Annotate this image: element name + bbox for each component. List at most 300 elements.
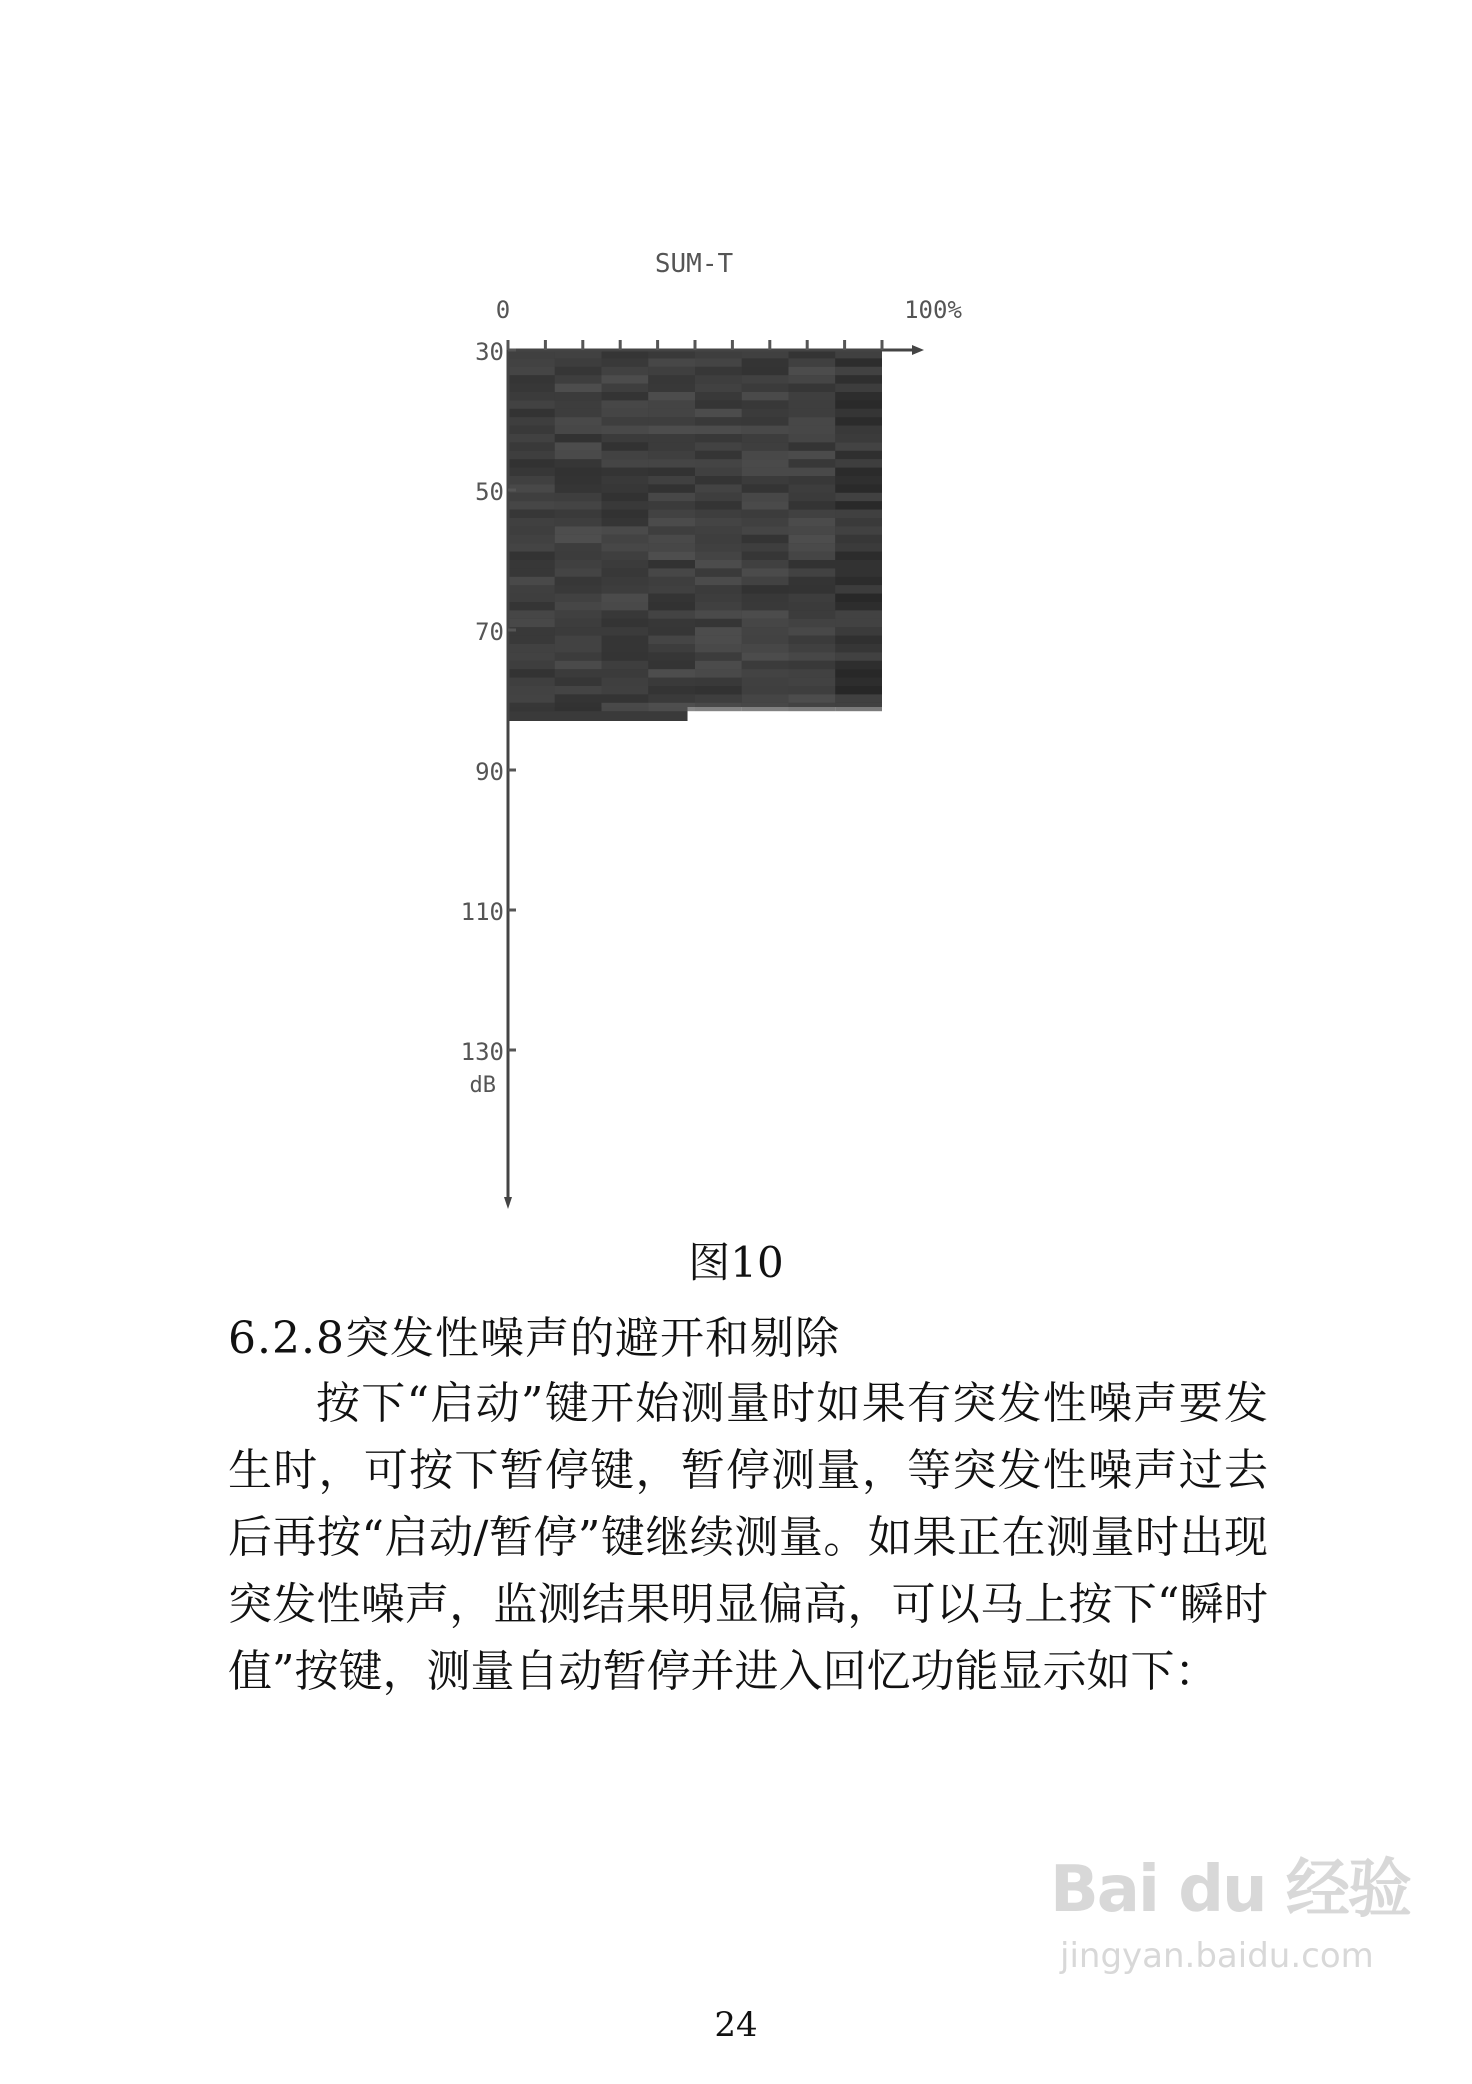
fill-cell <box>695 602 742 610</box>
fill-cell <box>742 484 789 492</box>
fill-cell <box>508 585 555 593</box>
x-axis-arrow <box>912 345 924 355</box>
fill-cell <box>835 678 882 686</box>
fill-cell <box>602 442 649 450</box>
fill-cell <box>555 442 602 450</box>
fill-cell <box>835 560 882 568</box>
fill-cell <box>789 392 836 400</box>
fill-cell <box>508 518 555 526</box>
fill-cell <box>695 568 742 576</box>
fill-cell <box>602 560 649 568</box>
fill-cell <box>555 610 602 618</box>
fill-cell <box>835 627 882 635</box>
fill-cell <box>742 652 789 660</box>
fill-cell <box>555 459 602 467</box>
fill-cell <box>835 526 882 534</box>
fill-cell <box>835 585 882 593</box>
fill-cell <box>742 678 789 686</box>
fill-cell <box>835 568 882 576</box>
fill-cell <box>508 669 555 677</box>
fill-cell <box>648 451 695 459</box>
fill-cell <box>508 577 555 585</box>
fill-cell <box>602 594 649 602</box>
fill-cell <box>742 476 789 484</box>
fill-cell <box>835 661 882 669</box>
fill-cell <box>742 442 789 450</box>
fill-cell <box>789 543 836 551</box>
fill-cell <box>789 434 836 442</box>
y-tick-label: 30 <box>475 338 504 366</box>
fill-cell <box>789 610 836 618</box>
fill-cell <box>555 358 602 366</box>
fill-cell <box>742 409 789 417</box>
fill-cell <box>789 510 836 518</box>
fill-cell <box>648 652 695 660</box>
fill-cell <box>508 678 555 686</box>
fill-cell <box>742 417 789 425</box>
fill-cell <box>742 518 789 526</box>
fill-cell <box>789 636 836 644</box>
fill-cell <box>789 484 836 492</box>
fill-cell <box>789 451 836 459</box>
fill-cell <box>555 585 602 593</box>
fill-cell <box>835 417 882 425</box>
fill-cell <box>742 526 789 534</box>
fill-cell <box>789 552 836 560</box>
fill-cell <box>508 392 555 400</box>
fill-cell <box>602 375 649 383</box>
y-tick-label: 50 <box>475 478 504 506</box>
fill-cell <box>835 459 882 467</box>
y-tick-label: 110 <box>460 898 504 926</box>
fill-cell <box>695 636 742 644</box>
fill-cell <box>602 510 649 518</box>
fill-cell <box>602 518 649 526</box>
fill-cell <box>508 619 555 627</box>
fill-cell <box>695 526 742 534</box>
fill-cell <box>602 400 649 408</box>
fill-cell <box>789 602 836 610</box>
fill-cell <box>742 367 789 375</box>
fill-cell <box>508 400 555 408</box>
fill-cell <box>835 636 882 644</box>
fill-cell <box>742 392 789 400</box>
fill-cell <box>742 434 789 442</box>
y-tick-label: 70 <box>475 618 504 646</box>
fill-cell <box>835 501 882 509</box>
fill-cell <box>648 459 695 467</box>
fill-cell <box>602 384 649 392</box>
fill-cell <box>789 358 836 366</box>
fill-cell <box>835 434 882 442</box>
fill-cell <box>602 686 649 694</box>
fill-cell <box>789 577 836 585</box>
fill-cell <box>602 552 649 560</box>
fill-cell <box>555 526 602 534</box>
fill-cell <box>835 619 882 627</box>
fill-cell <box>602 484 649 492</box>
fill-cell <box>789 627 836 635</box>
fill-cell <box>695 661 742 669</box>
fill-cell <box>835 703 882 711</box>
fill-cell <box>555 510 602 518</box>
fill-cell <box>695 703 742 711</box>
fill-cell <box>648 627 695 635</box>
fill-cell <box>508 602 555 610</box>
fill-cell <box>555 367 602 375</box>
fill-cell <box>835 392 882 400</box>
fill-cell <box>555 384 602 392</box>
fill-cell <box>695 644 742 652</box>
fill-cell <box>555 392 602 400</box>
watermark-brand: Bai du 经验 <box>1050 1853 1410 1927</box>
fill-cell <box>695 585 742 593</box>
fill-cell <box>508 384 555 392</box>
fill-cell <box>742 694 789 702</box>
fill-cell <box>742 493 789 501</box>
fill-cell <box>602 619 649 627</box>
fill-cell <box>695 669 742 677</box>
fill-cell <box>648 501 695 509</box>
fill-cell <box>835 476 882 484</box>
fill-cell <box>508 459 555 467</box>
fill-cell <box>695 442 742 450</box>
fill-cell <box>742 602 789 610</box>
fill-cell <box>555 627 602 635</box>
fill-cell <box>695 594 742 602</box>
watermark-url: jingyan.baidu.com <box>1060 1936 1374 1976</box>
fill-cell <box>648 468 695 476</box>
fill-cell <box>602 476 649 484</box>
y-tick-label: 130 <box>460 1038 504 1066</box>
fill-cell <box>789 518 836 526</box>
fill-cell <box>789 468 836 476</box>
fill-cell <box>602 526 649 534</box>
fill-cell <box>602 678 649 686</box>
fill-cell <box>648 644 695 652</box>
fill-cell <box>508 610 555 618</box>
fill-cell <box>648 594 695 602</box>
fill-cell <box>835 518 882 526</box>
fill-cell <box>695 392 742 400</box>
fill-cell <box>742 661 789 669</box>
fill-cell <box>648 484 695 492</box>
fill-cell <box>835 669 882 677</box>
fill-cell <box>695 493 742 501</box>
fill-cell <box>602 669 649 677</box>
fill-cell <box>648 661 695 669</box>
fill-cell <box>742 358 789 366</box>
x-tick-label-100: 100% <box>904 296 962 324</box>
fill-cell <box>648 619 695 627</box>
fill-cell <box>648 560 695 568</box>
fill-cell <box>602 358 649 366</box>
fill-cell <box>835 442 882 450</box>
fill-cell <box>789 375 836 383</box>
fill-cell <box>602 417 649 425</box>
fill-cell <box>602 636 649 644</box>
fill-cell <box>742 585 789 593</box>
fill-cell <box>508 409 555 417</box>
fill-cell <box>789 367 836 375</box>
fill-cell <box>648 577 695 585</box>
fill-cell <box>555 451 602 459</box>
fill-cell <box>648 636 695 644</box>
fill-cell <box>835 577 882 585</box>
fill-cell <box>555 678 602 686</box>
fill-cell <box>742 568 789 576</box>
fill-cell <box>742 703 789 711</box>
fill-cell <box>508 560 555 568</box>
fill-cell <box>602 585 649 593</box>
fill-cell <box>508 686 555 694</box>
fill-cell <box>789 585 836 593</box>
fill-cell <box>555 426 602 434</box>
fill-cell <box>742 619 789 627</box>
fill-cell <box>555 652 602 660</box>
fill-cell <box>555 669 602 677</box>
fill-cell <box>835 375 882 383</box>
fill-cell <box>742 686 789 694</box>
fill-cell <box>555 543 602 551</box>
x-tick-label-0: 0 <box>495 296 511 324</box>
fill-cell <box>602 367 649 375</box>
fill-cell <box>602 627 649 635</box>
fill-cell <box>695 577 742 585</box>
fill-cell <box>742 594 789 602</box>
fill-cell <box>602 694 649 702</box>
fill-cell <box>835 484 882 492</box>
fill-cell <box>555 535 602 543</box>
fill-cell <box>648 518 695 526</box>
fill-cell <box>789 400 836 408</box>
fill-cell <box>508 661 555 669</box>
fill-cell <box>742 627 789 635</box>
fill-cell <box>508 468 555 476</box>
fill-cell <box>602 644 649 652</box>
fill-cell <box>742 610 789 618</box>
fill-cell <box>602 652 649 660</box>
fill-cell <box>508 652 555 660</box>
fill-cell <box>648 493 695 501</box>
fill-cell <box>648 543 695 551</box>
fill-cell <box>648 669 695 677</box>
fill-cell <box>789 476 836 484</box>
fill-cell <box>602 451 649 459</box>
fill-cell <box>742 459 789 467</box>
chart-fill-region <box>508 350 882 721</box>
fill-cell <box>695 451 742 459</box>
fill-cell <box>695 652 742 660</box>
fill-cell <box>555 636 602 644</box>
fill-cell <box>835 384 882 392</box>
y-axis-unit-label: dB <box>469 1073 496 1098</box>
fill-cell <box>789 619 836 627</box>
fill-cell <box>602 543 649 551</box>
fill-cell <box>835 535 882 543</box>
fill-cell <box>602 703 649 711</box>
fill-cell <box>835 552 882 560</box>
fill-cell <box>835 367 882 375</box>
fill-cell <box>695 367 742 375</box>
fill-cell <box>602 468 649 476</box>
fill-cell <box>555 400 602 408</box>
fill-cell <box>602 661 649 669</box>
fill-cell <box>835 610 882 618</box>
fill-cell <box>789 694 836 702</box>
fill-cell <box>555 619 602 627</box>
fill-cell <box>695 552 742 560</box>
fill-cell <box>789 678 836 686</box>
fill-cell <box>602 535 649 543</box>
fill-cell <box>648 476 695 484</box>
fill-cell <box>508 703 555 711</box>
fill-cell <box>508 510 555 518</box>
section-heading: 6.2.8突发性噪声的避开和剔除 <box>228 1313 840 1364</box>
fill-cell <box>789 669 836 677</box>
fill-cell <box>648 375 695 383</box>
fill-cell <box>508 568 555 576</box>
fill-cell <box>835 493 882 501</box>
fill-cell <box>508 426 555 434</box>
fill-cell <box>555 484 602 492</box>
fill-cell <box>648 510 695 518</box>
fill-cell <box>648 417 695 425</box>
fill-cell <box>508 358 555 366</box>
fill-cell <box>695 535 742 543</box>
fill-cell <box>835 594 882 602</box>
fill-cell <box>835 644 882 652</box>
fill-cell <box>695 417 742 425</box>
fill-cell <box>835 426 882 434</box>
fill-cell <box>555 518 602 526</box>
fill-cell <box>789 384 836 392</box>
fill-cell <box>555 552 602 560</box>
fill-cell <box>508 493 555 501</box>
fill-cell <box>555 434 602 442</box>
fill-cell <box>648 367 695 375</box>
fill-cell <box>648 409 695 417</box>
fill-cell <box>695 468 742 476</box>
fill-cell <box>695 426 742 434</box>
chart-title: SUM-T <box>654 249 734 279</box>
fill-cell <box>508 594 555 602</box>
fill-cell <box>555 409 602 417</box>
fill-cell <box>742 375 789 383</box>
fill-cell <box>602 409 649 417</box>
fill-cell <box>695 459 742 467</box>
fill-cell <box>555 602 602 610</box>
fill-cell <box>555 375 602 383</box>
fill-cell <box>789 493 836 501</box>
fill-cell <box>695 501 742 509</box>
fill-cell <box>695 400 742 408</box>
fill-cell <box>789 652 836 660</box>
fill-cell <box>555 501 602 509</box>
fill-cell <box>742 636 789 644</box>
fill-cell <box>695 560 742 568</box>
fill-cell <box>648 610 695 618</box>
fill-cell <box>695 678 742 686</box>
paragraph-text: 按下“启动”键开始测量时如果有突发性噪声要发生时，可按下暂停键，暂停测量，等突发性噪声过去后再按“启动/暂停”键继续测量。如果正在测量时出现突发性噪声，监测结果明显偏高，可以马上按下“瞬时值”按键，测量自动暂停并进入回忆功能显示如下： <box>228 1378 1268 1697</box>
fill-cell <box>508 694 555 702</box>
fill-cell <box>648 568 695 576</box>
fill-cell <box>789 568 836 576</box>
fill-cell <box>508 476 555 484</box>
fill-cell <box>508 526 555 534</box>
fill-cell <box>835 468 882 476</box>
fill-cell <box>695 610 742 618</box>
fill-cell <box>508 375 555 383</box>
fill-cell <box>602 434 649 442</box>
fill-cell <box>835 358 882 366</box>
fill-cell <box>648 384 695 392</box>
fill-cell <box>695 484 742 492</box>
fill-cell <box>648 602 695 610</box>
fill-cell <box>742 560 789 568</box>
fill-cell <box>648 686 695 694</box>
fill-cell <box>648 703 695 711</box>
fill-cell <box>789 535 836 543</box>
fill-cell <box>695 434 742 442</box>
fill-cell <box>508 535 555 543</box>
fill-cell <box>835 602 882 610</box>
fill-cell <box>742 543 789 551</box>
fill-cell <box>508 367 555 375</box>
fill-cell <box>555 476 602 484</box>
fill-cell <box>789 703 836 711</box>
fill-cell <box>555 417 602 425</box>
fill-cell <box>695 476 742 484</box>
fill-cell <box>695 510 742 518</box>
fill-cell <box>508 552 555 560</box>
fill-cell <box>508 417 555 425</box>
y-axis-arrow <box>504 1197 512 1209</box>
fill-cell <box>555 703 602 711</box>
fill-cell <box>555 560 602 568</box>
fill-cell <box>555 493 602 501</box>
fill-cell <box>789 501 836 509</box>
fill-cell <box>789 560 836 568</box>
fill-cell <box>602 493 649 501</box>
fill-cell <box>695 409 742 417</box>
fill-cell <box>508 644 555 652</box>
fill-cell <box>742 577 789 585</box>
fill-cell <box>742 384 789 392</box>
fill-cell <box>602 501 649 509</box>
fill-cell <box>508 636 555 644</box>
fill-cell <box>602 577 649 585</box>
fill-cell <box>648 526 695 534</box>
fill-cell <box>835 400 882 408</box>
fill-cell <box>789 644 836 652</box>
fill-cell <box>695 384 742 392</box>
fill-cell <box>555 644 602 652</box>
fill-cell <box>648 585 695 593</box>
fill-cell <box>648 535 695 543</box>
fill-cell <box>602 610 649 618</box>
fill-cell <box>648 694 695 702</box>
fill-cell <box>789 409 836 417</box>
y-tick-label: 90 <box>475 758 504 786</box>
fill-cell <box>835 543 882 551</box>
fill-cell <box>742 468 789 476</box>
fill-cell <box>789 442 836 450</box>
fill-cell <box>648 358 695 366</box>
fill-cell <box>742 451 789 459</box>
fill-cell <box>742 535 789 543</box>
fill-cell <box>555 577 602 585</box>
